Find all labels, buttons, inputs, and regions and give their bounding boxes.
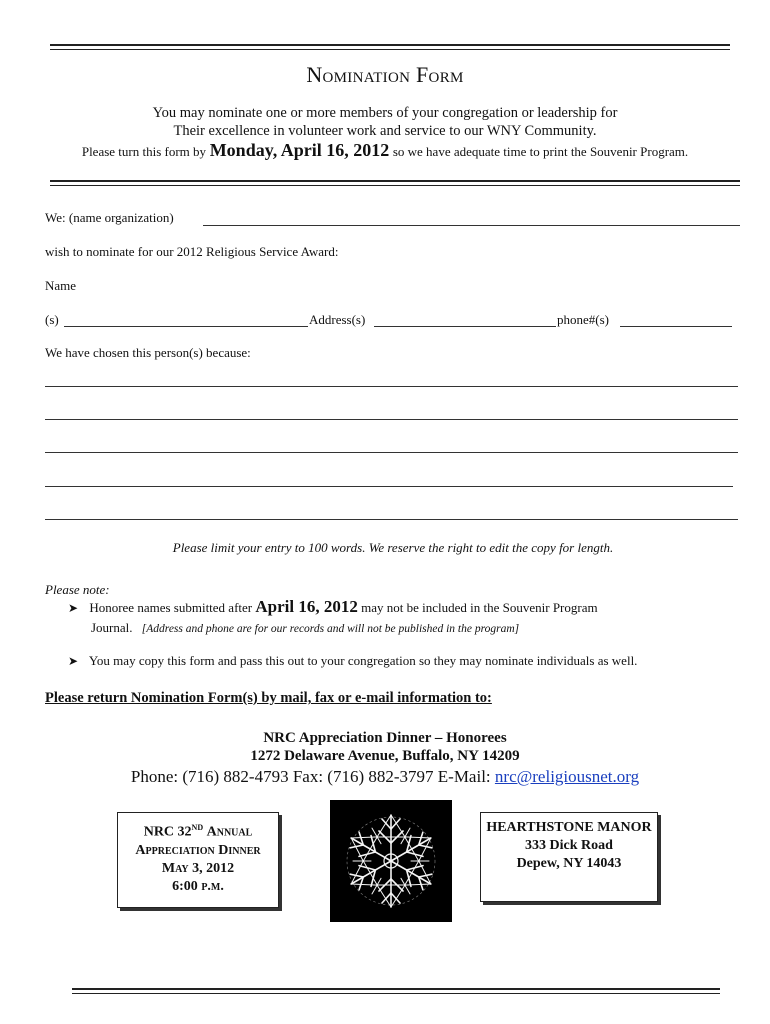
reason-line[interactable] [45,486,733,487]
event-line-4 [118,878,278,896]
because-label: We have chosen this person(s) because: [45,345,251,360]
note-bullet-1 [68,597,598,617]
venue-city: Depew, NY 14043 [516,856,622,871]
intro-deadline-prefix: Please turn this form by [81,144,207,159]
event-info-box [117,812,279,908]
bullet1-suffix: may not be included in the Souvenir Program [361,600,598,615]
intro-line-3 [0,140,770,161]
organization-label: We: (name organization) [45,210,174,225]
event-line-1 [118,819,278,842]
word-limit-note: Please limit your entry to 100 words. We reserve the right to edit the copy for length. [172,540,614,555]
nominate-label: wish to nominate for our 2012 Religious Service Award: [45,244,339,259]
page-title: Nomination Form [306,62,464,87]
bullet1-line2: Journal. [91,620,133,635]
contact-phone-fax: Phone: (716) 882-4793 Fax: (716) 882-3797 E-Mail: [130,767,491,786]
venue-name: HEARTHSTONE MANOR [486,820,652,835]
phone-label: phone#(s) [557,312,609,327]
name-s-label: (s) [45,312,59,327]
address-field[interactable] [374,326,556,327]
note-bullet-1-cont [91,620,519,636]
return-name: NRC Appreciation Dinner – Honorees [263,730,507,746]
event-time-suffix: p.m. [201,878,224,894]
intro-line-2: Their excellence in volunteer work and service to our WNY Community. [173,123,597,139]
name-field[interactable] [64,326,308,327]
event-time: 6:00 [172,878,198,894]
bullet1-date: April 16, 2012 [255,597,358,616]
contact-line [0,767,770,787]
bullet1-prefix: Honoree names submitted after [89,600,253,615]
event-line-2: Appreciation Dinner [135,842,261,858]
name-label: Name [45,278,77,293]
intro-line-1: You may nominate one or more members of your congregation or leadership for [152,105,618,121]
intro-divider [50,180,740,186]
event-number-suffix: ND [191,823,204,832]
intro-deadline-suffix: so we have adequate time to print the Souvenir Program. [392,144,689,159]
address-label: Address(s) [309,312,366,327]
reason-line[interactable] [45,452,738,453]
snowflake-logo-icon [330,800,452,922]
organization-field[interactable] [203,225,740,226]
event-annual: Annual [206,824,253,840]
bottom-divider [72,988,720,994]
reason-line[interactable] [45,419,738,420]
arrow-bullet-icon: ➤ [68,601,79,615]
bullet1-bracket: [Address and phone are for our records and will not be published in the program] [141,623,520,635]
intro-deadline-date: Monday, April 16, 2012 [209,140,390,160]
reason-line[interactable] [45,519,738,520]
arrow-bullet-icon: ➤ [68,654,79,668]
phone-field[interactable] [620,326,732,327]
note-bullet-2 [68,653,637,669]
please-note-label: Please note: [45,582,110,597]
bullet2-text: You may copy this form and pass this out to your congregation so they may nominate individuals as well. [88,653,638,668]
top-divider [50,44,730,50]
event-line-3: May 3, 2012 [161,860,235,876]
event-number: NRC 32 [143,824,192,840]
return-address: 1272 Delaware Avenue, Buffalo, NY 14209 [250,748,520,764]
venue-info-box [480,812,658,902]
nrc-logo [330,800,452,922]
venue-street: 333 Dick Road [525,838,613,853]
return-heading: Please return Nomination Form(s) by mail, fax or e-mail information to: [45,690,492,706]
email-link[interactable]: nrc@religiousnet.org [494,767,640,786]
reason-line[interactable] [45,386,738,387]
